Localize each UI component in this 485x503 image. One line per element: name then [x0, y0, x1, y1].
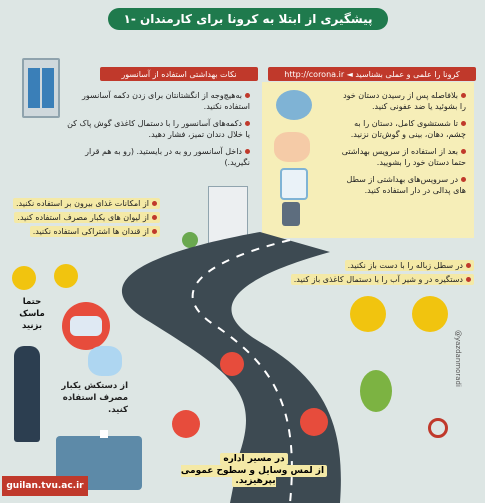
trash-bin-icon — [350, 296, 386, 332]
bullet-icon — [461, 121, 466, 126]
camera-icon — [100, 430, 108, 438]
elevator-tips-list — [60, 90, 250, 174]
gloves-tip: از دستکش یکبار مصرف استفاده کنید. — [61, 381, 128, 415]
water-tap-icon — [412, 296, 448, 332]
elevator-tips-tag: نکات بهداشتی استفاده از آسانسور — [100, 67, 258, 81]
gloves-icon — [88, 346, 122, 376]
tip-item: تا شستشوی کامل، دستان را به چشم، دهان، بینی و گوش‌تان نزنید. — [350, 119, 466, 139]
tree-icon — [360, 370, 392, 412]
tip-item: از امکانات غذای بیرون بر استفاده نکنید. — [12, 198, 160, 209]
tip-item: از لیوان های یکبار مصرف استفاده کنید. — [12, 212, 160, 223]
tip-item: به‌هیچ‌وجه از انگشتانتان برای زدن دکمه آسانسور استفاده نکنید. — [82, 91, 250, 111]
bullet-icon — [461, 149, 466, 154]
pedal-bin-icon — [282, 202, 300, 226]
tip-item: بلافاصله پس از رسیدن دستان خود را بشوئید یا ضد عفونی کنید. — [343, 91, 466, 111]
tip-item: از قندان ها اشتراکی استفاده نکنید. — [12, 226, 160, 237]
right-tips-list — [340, 90, 466, 202]
toilet-icon — [280, 168, 308, 200]
tip-item: داخل آسانسور رو به در بایستید. (رو به هم قرار نگیرید.) — [85, 147, 250, 167]
mask-icon — [62, 302, 110, 350]
bullet-icon — [152, 215, 157, 220]
bus-icon — [172, 410, 200, 438]
bullet-icon — [461, 177, 466, 182]
hand-wash-icon — [276, 90, 312, 120]
tip-item: دکمه‌های آسانسور را با دستمال کاغذی گوش پاک کن یا خلال دندان تمیز، فشار دهید. — [67, 119, 250, 139]
tip-item: در سطل زباله را با دست باز نکنید. — [264, 260, 474, 271]
elevator-illustration — [22, 58, 60, 118]
tip-item: در سرویس‌های بهداشتی از سطل های پدالی در دار استفاده کنید. — [346, 175, 466, 195]
road-tip — [166, 454, 342, 486]
road-tip-line1: در مسیر اداره — [220, 453, 287, 465]
bullet-icon — [245, 121, 250, 126]
bullet-icon — [466, 263, 471, 268]
bus-icon — [300, 408, 328, 436]
page-title: پیشگیری از ابتلا به کرونا برای کارمندان -۱ — [108, 8, 388, 30]
corona-site-tag[interactable]: کرونا را علمی و عملی بشناسید ◄ http://corona.ir — [268, 67, 476, 81]
road-tip-line2: از لمس وسایل و سطوح عمومی بپرهیزید. — [181, 465, 327, 487]
mask-label: حتما ماسک بزنید — [19, 297, 45, 331]
businessman-illustration — [14, 346, 40, 442]
vending-icon — [12, 266, 36, 290]
bullet-icon — [152, 201, 157, 206]
trash-tips-list — [264, 260, 474, 288]
bullet-icon — [245, 93, 250, 98]
bullet-icon — [466, 277, 471, 282]
bullet-icon — [245, 149, 250, 154]
vertical-credit: @yazdanmoradi — [454, 330, 462, 387]
bus-icon — [220, 352, 244, 376]
cup-icon — [54, 264, 78, 288]
bullet-icon — [461, 93, 466, 98]
tip-item: دستگیره در و شیر آب را با دستمال کاغذی باز کنید. — [264, 274, 474, 285]
red-crescent-logo — [428, 418, 448, 438]
tip-item: بعد از استفاده از سرویس بهداشتی حتما دستان خود را بشویید. — [341, 147, 466, 167]
face-touch-icon — [274, 132, 310, 162]
site-url-badge[interactable]: guilan.tvu.ac.ir — [2, 476, 88, 496]
